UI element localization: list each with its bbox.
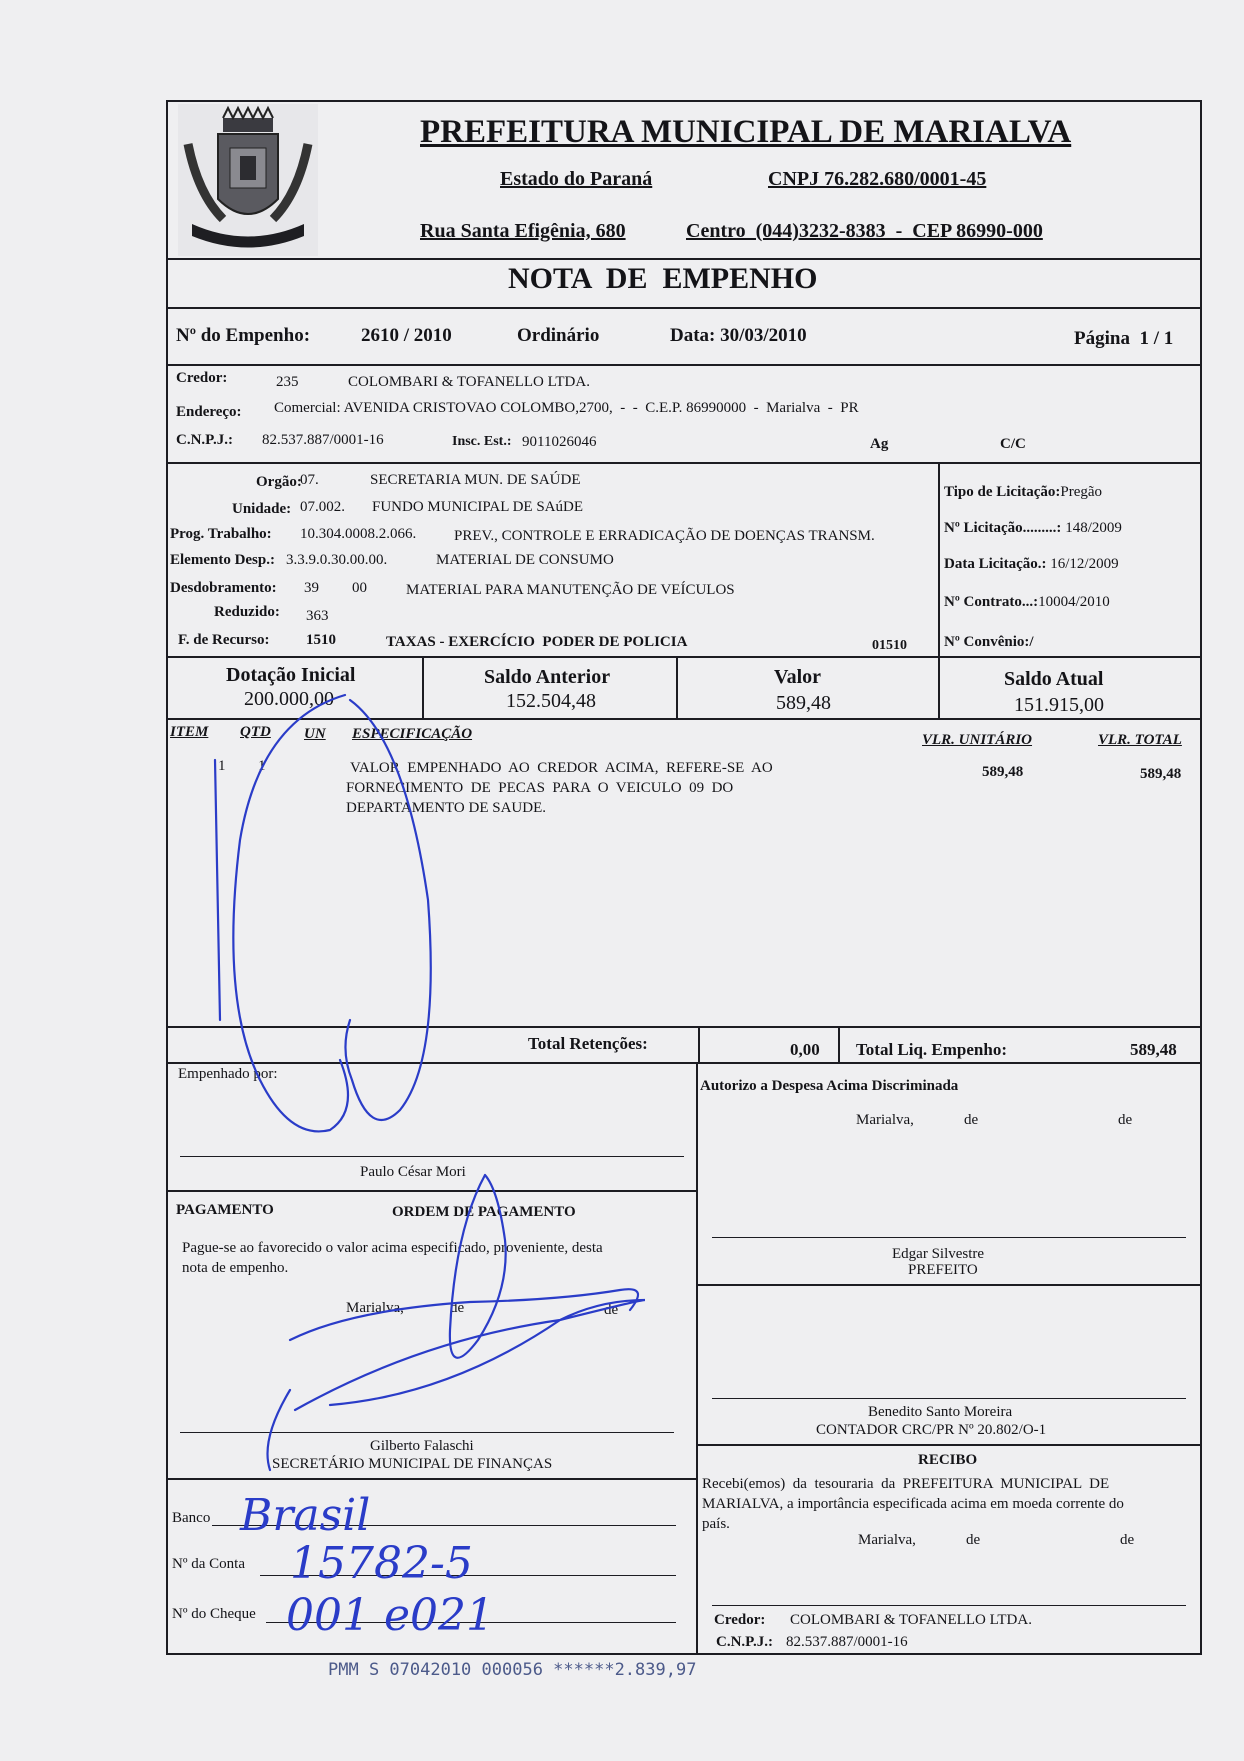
row-spec-2: FORNECIMENTO DE PECAS PARA O VEICULO 09 DO (346, 780, 734, 796)
desd-code: 39 (304, 580, 319, 596)
bank-stamp: PMM S 07042010 000056 ******2.839,97 (328, 1660, 697, 1680)
recibo-credor-label: Credor: (714, 1612, 766, 1628)
reduzido-code: 363 (306, 608, 329, 624)
num-value: 148/2009 (1065, 520, 1122, 536)
banco-label: Banco (172, 1510, 211, 1526)
dotacao-label: Dotação Inicial (226, 664, 356, 686)
recibo-cnpj-label: C.N.P.J.: (716, 1634, 773, 1650)
autorizo-de2: de (1118, 1112, 1133, 1128)
autorizo-city: Marialva, (856, 1112, 914, 1128)
autorizo-de1: de (964, 1112, 979, 1128)
liquido-value: 589,48 (1130, 1040, 1177, 1059)
handwritten-conta: 15782-5 (290, 1538, 473, 1589)
credor-name: COLOMBARI & TOFANELLO LTDA. (348, 374, 590, 390)
page-number: Página 1 / 1 (1074, 328, 1174, 349)
row-total: 589,48 (1140, 766, 1182, 782)
elem-label: Elemento Desp.: (170, 552, 275, 568)
contrato-value: 10004/2010 (1038, 594, 1110, 610)
prog-code: 10.304.0008.2.066. (300, 526, 417, 542)
col-unit: VLR. UNITÁRIO (922, 732, 1033, 748)
fonte-ref: 01510 (872, 638, 907, 653)
fonte-label: F. de Recurso: (178, 632, 270, 648)
recibo-city: Marialva, (858, 1532, 916, 1548)
recibo-text-3: país. (702, 1516, 730, 1532)
credor-code: 235 (276, 374, 299, 390)
insc-value: 9011026046 (522, 434, 597, 450)
header-cnpj: CNPJ 76.282.680/0001-45 (768, 168, 987, 190)
prefeito-name: Edgar Silvestre (892, 1246, 985, 1262)
empenho-label: Nº do Empenho: (176, 325, 311, 346)
secretario-name: Gilberto Falaschi (370, 1438, 474, 1454)
prog-name: PREV., CONTROLE E ERRADICAÇÃO DE DOENÇAS TRANSM. (454, 528, 875, 544)
unidade-name: FUNDO MUNICIPAL DE SAúDE (372, 499, 583, 515)
retencoes-value: 0,00 (790, 1040, 820, 1059)
data-value: 16/12/2009 (1050, 556, 1119, 572)
empenho-date: Data: 30/03/2010 (670, 325, 807, 346)
recibo-text-1: Recebi(emos) da tesouraria da PREFEITURA MUNICIPAL DE (702, 1476, 1110, 1492)
pagamento-text-1: Pague-se ao favorecido o valor acima especificado, proveniente, desta (182, 1240, 603, 1256)
recibo-credor: COLOMBARI & TOFANELLO LTDA. (790, 1612, 1032, 1628)
tipo-label: Tipo de Licitação: (944, 484, 1061, 500)
autorizo-label: Autorizo a Despesa Acima Discriminada (700, 1078, 959, 1094)
licitacao-convenio: Nº Convênio:/ (944, 634, 1034, 650)
endereco-label: Endereço: (176, 404, 242, 420)
cheque-label: Nº do Cheque (172, 1606, 256, 1622)
valor-label: Valor (774, 666, 822, 688)
ordem-pagamento: ORDEM DE PAGAMENTO (392, 1204, 576, 1220)
credor-cnpj: 82.537.887/0001-16 (262, 432, 384, 448)
data-label: Data Licitação.: (944, 556, 1047, 572)
saldo-atual-value: 151.915,00 (1014, 694, 1104, 716)
recibo-title: RECIBO (918, 1452, 978, 1468)
saldo-anterior-label: Saldo Anterior (484, 666, 611, 688)
fonte-code: 1510 (306, 632, 336, 648)
recibo-de1: de (966, 1532, 981, 1548)
recibo-text-2: MARIALVA, a importância especificada acima em moeda corrente do (702, 1496, 1124, 1512)
insc-label: Insc. Est.: (452, 434, 512, 449)
prog-label: Prog. Trabalho: (170, 526, 272, 542)
header-state: Estado do Paraná (500, 168, 653, 190)
pagamento-de1: de (450, 1300, 465, 1316)
header-street: Rua Santa Efigênia, 680 (420, 220, 626, 242)
pagamento-text-2: nota de empenho. (182, 1260, 289, 1276)
header-address: Centro (044)3232-8383 - CEP 86990-000 (686, 220, 1043, 242)
col-qtd: QTD (240, 724, 271, 740)
tipo-value: Pregão (1060, 484, 1103, 500)
contador-title: CONTADOR CRC/PR Nº 20.802/O-1 (816, 1422, 1047, 1438)
liquido-label: Total Liq. Empenho: (856, 1040, 1007, 1059)
pagamento-label: PAGAMENTO (176, 1202, 274, 1218)
num-label: Nº Licitação.........: (944, 520, 1062, 536)
row-spec-3: DEPARTAMENTO DE SAUDE. (346, 800, 546, 816)
pagamento-de2: de (604, 1302, 619, 1318)
row-qtd: 1 (258, 758, 266, 774)
valor-value: 589,48 (776, 692, 831, 714)
secretario-title: SECRETÁRIO MUNICIPAL DE FINANÇAS (272, 1456, 553, 1472)
orgao-label: Orgão: (256, 474, 302, 490)
conta-label: Nº da Conta (172, 1556, 245, 1572)
orgao-name: SECRETARIA MUN. DE SAÚDE (370, 472, 581, 488)
handwritten-cheque: 001 e021 (286, 1590, 494, 1641)
empenho-type: Ordinário (517, 325, 600, 346)
unidade-label: Unidade: (232, 501, 292, 517)
cnpj-label: C.N.P.J.: (176, 432, 233, 448)
orgao-code: 07. (300, 472, 319, 488)
ag-label: Ag (870, 436, 889, 452)
row-unit: 589,48 (982, 764, 1024, 780)
doc-title: NOTA DE EMPENHO (508, 262, 818, 295)
desd-name: MATERIAL PARA MANUTENÇÃO DE VEÍCULOS (406, 582, 735, 598)
fonte-name: TAXAS - EXERCÍCIO PODER DE POLICIA (386, 634, 688, 650)
reduzido-label: Reduzido: (214, 604, 280, 620)
unidade-code: 07.002. (300, 499, 345, 515)
elem-name: MATERIAL DE CONSUMO (436, 552, 614, 568)
elem-code: 3.3.9.0.30.00.00. (286, 552, 388, 568)
empenhado-label: Empenhado por: (178, 1066, 278, 1082)
col-un: UN (304, 726, 326, 742)
cc-label: C/C (1000, 436, 1026, 452)
row-spec-1: VALOR EMPENHADO AO CREDOR ACIMA, REFERE-SE AO (350, 760, 773, 776)
desd-sub: 00 (352, 580, 367, 596)
col-spec: ESPECIFICAÇÃO (352, 726, 473, 742)
desd-label: Desdobramento: (170, 580, 277, 596)
col-total: VLR. TOTAL (1098, 732, 1182, 748)
pagamento-city: Marialva, (346, 1300, 404, 1316)
empenho-number: 2610 / 2010 (361, 325, 452, 346)
credor-label: Credor: (176, 370, 228, 386)
contrato-label: Nº Contrato...: (944, 594, 1039, 610)
recibo-cnpj: 82.537.887/0001-16 (786, 1634, 908, 1650)
header-title: PREFEITURA MUNICIPAL DE MARIALVA (420, 114, 1072, 150)
handwritten-banco: Brasil (240, 1490, 371, 1541)
endereco-value: Comercial: AVENIDA CRISTOVAO COLOMBO,2700, - - C.E.P. 86990000 - Marialva - PR (274, 400, 859, 416)
dotacao-value: 200.000,00 (244, 688, 334, 710)
contador-name: Benedito Santo Moreira (868, 1404, 1013, 1420)
saldo-anterior-value: 152.504,48 (506, 690, 596, 712)
prefeito-title: PREFEITO (908, 1262, 978, 1278)
row-item: 1 (218, 758, 226, 774)
saldo-atual-label: Saldo Atual (1004, 668, 1104, 690)
retencoes-label: Total Retenções: (528, 1034, 648, 1053)
empenhado-name: Paulo César Mori (360, 1164, 466, 1180)
recibo-de2: de (1120, 1532, 1135, 1548)
col-item: ITEM (170, 724, 209, 740)
